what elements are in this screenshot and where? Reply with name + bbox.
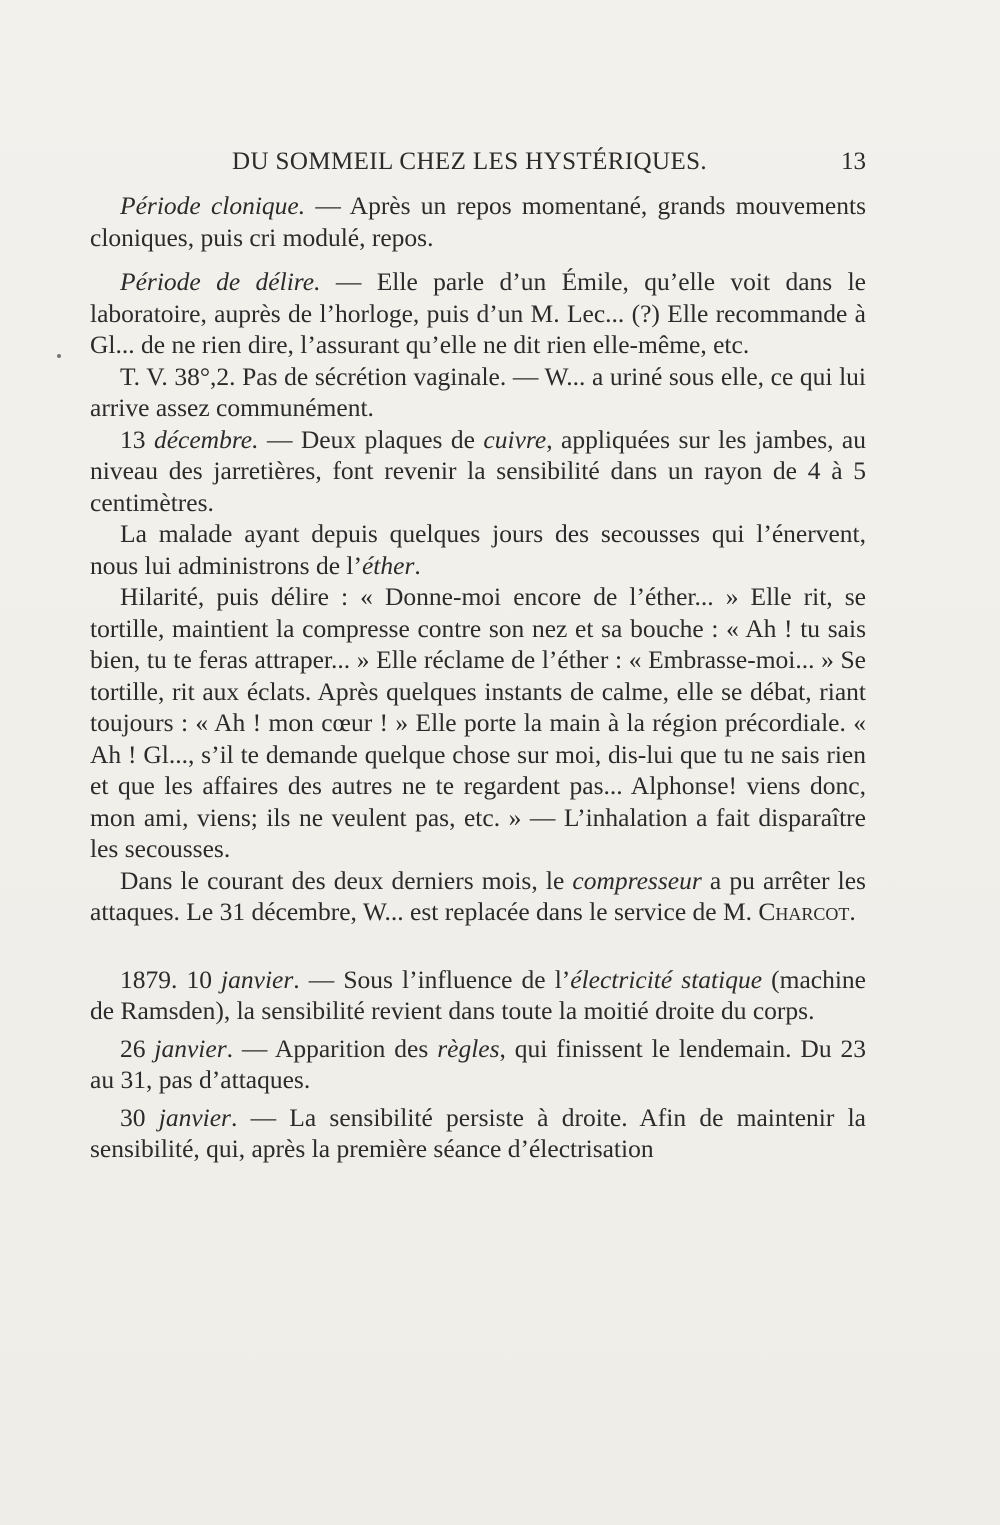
paragraph-text: . — Apparition des [226, 1033, 438, 1063]
date-number: 1879. 10 [120, 964, 222, 994]
paragraph-clonic-period [90, 190, 866, 253]
emphasis-text: éther [361, 550, 415, 580]
emphasis-text: cuivre [483, 424, 547, 454]
paragraph-13-december [90, 424, 866, 519]
paragraph-text: , appliquées sur les jambes, au niveau des jarretières, font revenir la sensibilité dans un rayon de 4 à 5 centimètres. [90, 424, 867, 517]
emphasis-text: électricité statique [570, 964, 763, 994]
paragraph-text: La malade ayant depuis quelques jours des secousses qui l’énervent, nous lui administrons de l’ [90, 519, 866, 580]
paragraph-text: . [414, 550, 421, 580]
paragraph-delirium-period [90, 266, 866, 361]
date-number: 26 [120, 1033, 155, 1063]
emphasis-text: compresseur [572, 865, 702, 895]
paragraph-30-january [90, 1102, 866, 1165]
page-number: 13 [841, 148, 866, 175]
section-label: Période clonique. [120, 191, 306, 220]
paragraph-26-january [90, 1033, 866, 1096]
paragraph-text: . — Sous l’influence de l’ [293, 964, 571, 994]
paragraph-text: T. V. 38°,2. Pas de sécrétion vaginale. — W... a uriné sous elle, ce qui lui arrive assez communément. [90, 361, 866, 422]
date-label: décembre. [153, 424, 259, 454]
paragraph-text: Hilarité, puis délire : « Donne-moi encore de l’éther... » Elle rit, se tortille, maintient la compresse contre son nez et sa bouche : « Ah ! tu sais bien, tu te feras attraper... » Elle réclame de l’éther : « Embrasse-moi... » Se tortille, rit aux éclats. Après quelques instants de calme, elle se débat, riant toujours : « Ah ! mon cœur ! » Elle porte la main à la région précordiale. « Ah ! Gl..., s’il te demande quelque chose sur moi, dis-lui que tu ne sais rien et que les affaires des autres ne te regardent pas... Alphonse! viens donc, mon ami, viens; ils ne veulent pas, etc. » — L’inhalation a fait disparaître les secousses. [90, 582, 866, 863]
paragraph-hilarity [90, 581, 866, 865]
section-label: Période de délire. [120, 267, 321, 296]
margin-mark [57, 354, 61, 358]
emphasis-text: règles [437, 1033, 500, 1063]
paragraph-text: (machine de Ramsden), la sensibilité revient dans toute la moitié droite du corps. [90, 964, 866, 1025]
paragraph-text: , qui finissent le lendemain. Du 23 au 31, pas d’attaques. [90, 1033, 866, 1094]
date-number: 13 [120, 424, 154, 454]
running-header [90, 148, 866, 182]
paragraph-text: a pu arrêter les attaques. Le 31 décembre, W... est replacée dans le service de M. [90, 865, 866, 926]
paragraph-text: — Deux plaques de [258, 424, 484, 454]
date-label: janvier [221, 964, 294, 994]
running-title: DU SOMMEIL CHEZ LES HYSTÉRIQUES. [232, 148, 708, 175]
paragraph-text: Dans le courant des deux derniers mois, le [120, 865, 573, 895]
page-body [90, 190, 866, 1165]
paragraph-1879-10-january [90, 964, 866, 1027]
paragraph-text: — Après un repos momentané, grands mouvements cloniques, puis cri modulé, repos. [90, 191, 866, 252]
paragraph-temperature [90, 361, 866, 424]
paragraph-text: . [849, 897, 856, 926]
paragraph-text: — Elle parle d’un Émile, qu’elle voit dans le laboratoire, auprès de l’horloge, puis d’un M. Lec... (?) Elle recommande à Gl... de ne rien dire, l’assurant qu’elle ne dit rien elle-même, etc. [90, 267, 866, 359]
paragraph-compressor [90, 865, 866, 928]
author-name: Charcot [758, 897, 850, 926]
date-label: janvier [158, 1102, 231, 1132]
date-label: janvier [154, 1033, 227, 1063]
paragraph-ether-administration [90, 518, 866, 581]
paragraph-text: . — La sensibilité persiste à droite. Afin de maintenir la sensibilité, qui, après la première séance d’électrisation [90, 1102, 866, 1163]
date-number: 30 [120, 1102, 159, 1132]
